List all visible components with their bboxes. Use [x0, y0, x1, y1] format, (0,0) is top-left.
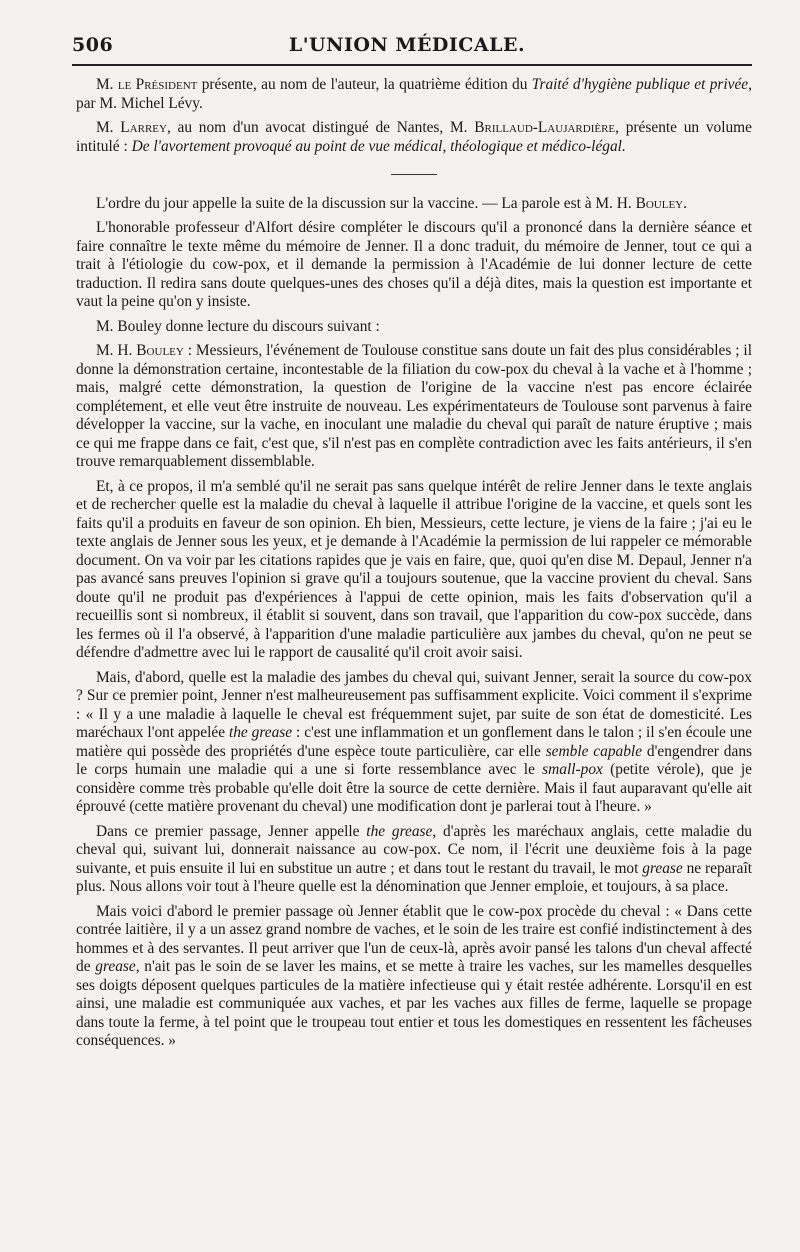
- body-text: [76, 76, 752, 1057]
- paragraph-jenner-quote-2: Mais voici d'abord le premier passage où Jenner établit que le cow-pox procède du cheval : « Dans cette contrée laitière, il y a un assez grand nombre de vaches, et le soin de les traire est confié indistinctement à des hommes et à des servantes. Il peut arriver que l'un de ceux-là, après avoir pansé les talons d'un cheval affecté de grease, n'ait pas le soin de se laver les mains, et se mette à traire les vaches, sur les mamelles desquelles ses doigts déposent quelques particules de la matière infectieuse qui y était restée adhérente. Lorsqu'il en est ainsi, une maladie est communiquée aux vaches, et par les vaches aux filles de ferme, laquelle se propage dans toute la ferme, à tel point que le troupeau tout entier et tous les domestiques en ressentent les fâcheuses conséquences. »: [76, 902, 753, 1049]
- paragraph-alfort: L'honorable professeur d'Alfort désire compléter le discours qu'il a prononcé dans la dernière séance et faire connaître le texte même du mémoire de Jenner. Il a donc traduit, du mémoire de Jenner, tout ce qui a trait à l'étiologie du cow-pox, et il demande la permission à l'Académie de lui donner lecture de cette traduction. Il redira sans doute quelques-unes des choses qu'il a déjà dites, mais la question est importante et vaut la peine qu'on y insiste.: [76, 219, 752, 310]
- page-header: [72, 26, 742, 66]
- paragraph-lecture: M. Bouley donne lecture du discours suivant :: [96, 317, 380, 335]
- paragraph-jenner-quote-1: Mais, d'abord, quelle est la maladie des jambes du cheval qui, suivant Jenner, serait la source du cow-pox ? Sur ce premier point, Jenner n'est malheureusement pas suffisamment explicite. Voici comment il s'exprime : « Il y a une maladie à laquelle le cheval est fréquemment sujet, par suite de son état de domesticité. Les maréchaux l'ont appelée the grease : c'est une inflammation et un gonflement dans le talon ; il s'en écoule une matière qui possède des propriétés d'une espèce toute particulière, car elle semble capable d'engendrer dans le corps humain une maladie qui a une si forte ressemblance avec le small-pox (petite vérole), que je considère comme très probable qu'elle doit être la source de cette dernière. Mais il faut auparavant qu'elle ait éprouvé (cette matière provenant du cheval) une modification dont je parlerai tout à l'heure. »: [76, 668, 752, 815]
- running-title: L'UNION MÉDICALE.: [288, 34, 526, 56]
- paragraph-president: M. le Président présente, au nom de l'auteur, la quatrième édition du Traité d'hygiène publique et privée, par M. Michel Lévy.: [76, 76, 752, 112]
- section-separator: [76, 162, 752, 181]
- paragraph-bouley-speech: M. H. Bouley : Messieurs, l'événement de Toulouse constitue sans doute un fait des plus considérables ; il donne la démonstration certaine, incontestable de la filiation du cow-pox du cheval à la vache et à l'homme ; mais, malgré cette démonstration, la question de l'origine de la vaccine n'est pas encore éclairée complétement, et elle veut être instruite de nouveau. Les expérimentateurs de Toulouse sont parvenus à faire développer la vaccine, sur la vache, en inoculant une maladie du cheval qui paraît de nature éruptive ; mais ce qui me frappe dans ce fait, c'est que, s'il n'est pas en complète contradiction avec les faits antérieurs, il s'en trouve remarquablement dissemblable.: [76, 342, 752, 470]
- header-rule: [72, 64, 752, 66]
- paragraph-larrey: M. Larrey, au nom d'un avocat distingué de Nantes, M. Brillaud-Laujardière, présente un volume intitulé : De l'avortement provoqué au point de vue médical, théologique et médico-légal.: [76, 119, 752, 155]
- page-number: 506: [72, 34, 114, 56]
- paragraph-ordre-du-jour: L'ordre du jour appelle la suite de la discussion sur la vaccine. — La parole est à M. H. Bouley.: [96, 194, 687, 212]
- paragraph-grease-name: Dans ce premier passage, Jenner appelle the grease, d'après les maréchaux anglais, cette maladie du cheval qui, suivant lui, donnerait naissance au cow-pox. Ce nom, il l'écrit une deuxième fois à la page suivante, et puis ensuite il lui en substitue un autre ; et dans tout le restant du travail, le mot grease ne reparaît plus. Nous allons voir tout à l'heure quelle est la dénomination que Jenner emploie, et toujours, à sa place.: [76, 822, 752, 895]
- paragraph-jenner-reading: Et, à ce propos, il m'a semblé qu'il ne serait pas sans quelque intérêt de relire Jenner dans le texte anglais et de rechercher quelle est la maladie du cheval à laquelle il attribue l'origine de la vaccine, et quels sont les faits qu'il a produits en faveur de son opinion. Eh bien, Messieurs, cette lecture, je viens de la faire ; j'ai eu le texte anglais de Jenner sous les yeux, et je demande à l'Académie la permission de lui rappeler ce mémorable document. On va voir par les citations rapides que je vais en faire, que, quoi qu'en dise M. Depaul, Jenner n'a pas avancé sans preuves l'opinion si grave qu'il a toujours soutenue, que la vaccine provient du cheval. Sans doute qu'il ne produit pas d'expériences à l'appui de cette opinion, mais les faits d'observation qu'il a recueillis sont si nombreux, il établit si souvent, dans son travail, que l'apparition du cow-pox succède, dans les fermes où il l'a observé, à l'apparition d'une maladie particulière aux jambes du cheval, qu'on ne peut se défendre d'admettre avec lui le rapport de causalité qu'il croit avoir saisi.: [76, 477, 752, 661]
